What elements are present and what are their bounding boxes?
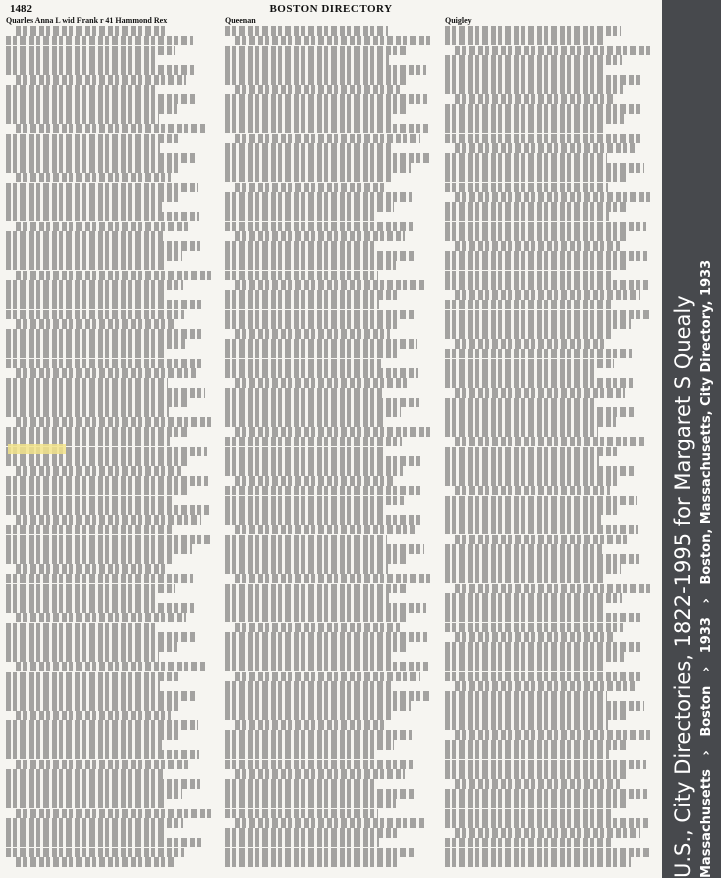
- directory-entry-line: [16, 271, 211, 281]
- directory-entry-line: [235, 378, 410, 388]
- directory-entry-line: [225, 65, 426, 75]
- directory-entry-line: [445, 85, 623, 95]
- directory-entry-line: [445, 623, 623, 633]
- directory-entry-line: [455, 779, 620, 789]
- directory-entry-line: [445, 789, 647, 799]
- directory-entry-line: [455, 486, 610, 496]
- directory-entry-line: [6, 799, 164, 809]
- directory-entry-line: [225, 300, 379, 310]
- column-heading: Quigley: [445, 16, 472, 25]
- directory-entry-line: [445, 720, 608, 730]
- directory-entry-line: [445, 427, 598, 437]
- directory-entry-line: [225, 554, 406, 564]
- directory-entry-line: [225, 486, 422, 496]
- directory-entry-line: [225, 437, 402, 447]
- breadcrumb-directory[interactable]: Boston, Massachusetts, City Directory, 1933: [699, 259, 714, 585]
- directory-entry-line: [225, 642, 409, 652]
- breadcrumb-state[interactable]: Massachusetts: [699, 769, 714, 878]
- directory-entry-line: [445, 652, 624, 662]
- directory-entry-line: [225, 46, 407, 56]
- directory-entry-line: [225, 94, 427, 104]
- directory-entry-line: [6, 143, 160, 153]
- directory-entry-line: [225, 192, 412, 202]
- directory-entry-line: [455, 143, 635, 153]
- directory-entry-line: [225, 544, 424, 554]
- directory-entry-line: [225, 388, 382, 398]
- directory-entry-line: [6, 535, 210, 545]
- directory-entry-line: [445, 554, 639, 564]
- directory-entry-line: [445, 65, 604, 75]
- directory-entry-line: [6, 134, 178, 144]
- directory-entry-line: [6, 183, 198, 193]
- directory-entry-line: [445, 799, 629, 809]
- directory-entry-line: [235, 231, 405, 241]
- directory-entry-line: [445, 368, 596, 378]
- directory-entry-line: [455, 388, 625, 398]
- directory-entry-line: [6, 486, 190, 496]
- directory-entry-line: [225, 241, 377, 251]
- directory-entry-line: [225, 496, 404, 506]
- directory-entry-line: [225, 593, 389, 603]
- directory-entry-line: [16, 515, 201, 525]
- directory-entry-line: [445, 701, 644, 711]
- directory-entry-line: [225, 662, 428, 672]
- directory-entry-line: [445, 153, 607, 163]
- directory-entry-line: [225, 701, 411, 711]
- directory-entry-line: [6, 261, 164, 271]
- directory-entry-line: [6, 672, 178, 682]
- directory-entry-line: [445, 329, 613, 339]
- directory-entry-line: [225, 163, 411, 173]
- directory-entry-line: [445, 574, 603, 584]
- directory-entry-line: [445, 476, 618, 486]
- directory-entry-line: [225, 202, 394, 212]
- directory-entry-line: [225, 310, 416, 320]
- directory-entry-line: [6, 290, 165, 300]
- column-heading: Quarles Anna L wid Frank r 41 Hammond Rex: [6, 16, 168, 25]
- directory-entry-line: [455, 46, 650, 56]
- directory-entry-line: [445, 349, 632, 359]
- directory-entry-line: [225, 535, 387, 545]
- directory-entry-line: [235, 36, 433, 46]
- directory-entry-line: [225, 740, 394, 750]
- directory-entry-line: [235, 329, 390, 339]
- directory-entry-line: [6, 632, 195, 642]
- directory-column-1: [6, 16, 214, 872]
- directory-entry-line: [6, 85, 158, 95]
- directory-entry-line: [225, 124, 428, 134]
- directory-entry-line: [235, 134, 420, 144]
- directory-entry-line: [225, 711, 393, 721]
- directory-entry-line: [455, 437, 645, 447]
- directory-entry-line: [6, 789, 182, 799]
- directory-entry-line: [16, 222, 191, 232]
- directory-entry-line: [455, 730, 653, 740]
- directory-entry-line: [16, 26, 166, 36]
- directory-entry-line: [16, 760, 191, 770]
- directory-entry-line: [445, 642, 642, 652]
- directory-entry-line: [445, 505, 619, 515]
- directory-entry-line: [225, 505, 386, 515]
- directory-entry-line: [225, 368, 418, 378]
- directory-entry-line: [225, 417, 383, 427]
- directory-entry-line: [225, 456, 421, 466]
- directory-entry-line: [6, 65, 194, 75]
- directory-entry-line: [235, 183, 385, 193]
- directory-entry-line: [445, 740, 627, 750]
- directory-entry-line: [6, 300, 202, 310]
- directory-entry-line: [225, 173, 393, 183]
- directory-entry-line: [455, 535, 630, 545]
- directory-entry-line: [455, 290, 640, 300]
- directory-entry-line: [445, 55, 622, 65]
- breadcrumb-separator: ›: [699, 750, 714, 756]
- directory-entry-line: [445, 613, 641, 623]
- breadcrumb-city[interactable]: Boston: [699, 685, 714, 737]
- directory-entry-line: [225, 857, 398, 867]
- directory-entry-line: [445, 564, 621, 574]
- directory-entry-line: [6, 388, 205, 398]
- directory-entry-line: [445, 271, 611, 281]
- directory-entry-line: [6, 456, 189, 466]
- directory-entry-line: [16, 75, 186, 85]
- directory-entry-line: [445, 222, 646, 232]
- directory-entry-line: [225, 779, 377, 789]
- column-entries: [225, 26, 433, 872]
- directory-entry-line: [6, 114, 159, 124]
- directory-entry-line: [6, 280, 183, 290]
- page-number: 1482: [10, 3, 32, 15]
- directory-entry-line: [225, 359, 381, 369]
- directory-entry-line: [445, 212, 609, 222]
- directory-entry-line: [225, 681, 392, 691]
- directory-entry-line: [225, 319, 398, 329]
- directory-entry-line: [6, 574, 193, 584]
- breadcrumb-separator: ›: [699, 666, 714, 673]
- directory-entry-line: [235, 280, 425, 290]
- directory-entry-line: [445, 163, 644, 173]
- directory-entry-line: [6, 378, 168, 388]
- directory-entry-line: [16, 368, 196, 378]
- directory-entry-line: [225, 838, 379, 848]
- directory-entry-line: [225, 290, 397, 300]
- directory-entry-line: [225, 848, 416, 858]
- directory-entry-line: [445, 848, 649, 858]
- directory-entry-line: [225, 750, 376, 760]
- directory-entry-line: [445, 75, 641, 85]
- directory-entry-line: [445, 359, 614, 369]
- directory-entry-line: [225, 603, 426, 613]
- directory-entry-line: [16, 662, 206, 672]
- directory-entry-line: [225, 447, 384, 457]
- directory-entry-line: [455, 339, 605, 349]
- directory-entry-line: [16, 711, 171, 721]
- directory-entry-line: [455, 94, 615, 104]
- directory-entry-line: [6, 104, 177, 114]
- directory-entry-line: [6, 769, 163, 779]
- directory-entry-line: [6, 525, 173, 535]
- directory-entry-line: [445, 466, 636, 476]
- directory-entry-line: [225, 398, 419, 408]
- directory-entry-line: [6, 329, 203, 339]
- directory-entry-line: [235, 525, 415, 535]
- directory-entry-line: [6, 623, 158, 633]
- breadcrumb-separator: ›: [699, 598, 714, 604]
- directory-entry-line: [6, 505, 209, 515]
- directory-entry-line: [6, 339, 185, 349]
- directory-entry-line: [445, 261, 629, 271]
- directory-entry-line: [6, 55, 157, 65]
- directory-entry-line: [235, 476, 395, 486]
- directory-entry-line: [455, 828, 640, 838]
- directory-entry-line: [6, 398, 187, 408]
- directory-entry-line: [445, 496, 637, 506]
- directory-entry-line: [6, 46, 175, 56]
- directory-entry-line: [6, 740, 162, 750]
- directory-entry-line: [6, 192, 180, 202]
- directory-entry-line: [225, 114, 391, 124]
- directory-entry-line: [445, 838, 612, 848]
- directory-entry-line: [445, 104, 642, 114]
- directory-entry-line: [455, 241, 620, 251]
- directory-entry-line: [6, 848, 184, 858]
- directory-entry-line: [445, 134, 643, 144]
- directory-entry-line: [6, 202, 162, 212]
- directory-entry-line: [445, 857, 631, 867]
- directory-entry-line: [225, 339, 417, 349]
- directory-entry-line: [6, 681, 160, 691]
- record-title: U.S., City Directories, 1822-1995 for Margaret S Quealy: [671, 295, 695, 878]
- directory-entry-line: [6, 407, 169, 417]
- directory-entry-line: [455, 632, 615, 642]
- directory-entry-line: [445, 769, 628, 779]
- directory-entry-line: [6, 310, 184, 320]
- directory-entry-line: [445, 447, 617, 457]
- directory-entry-line: [6, 231, 163, 241]
- directory-entry-line: [225, 55, 389, 65]
- directory-entry-line: [445, 818, 648, 828]
- directory-entry-line: [6, 779, 200, 789]
- directory-entry-line: [445, 280, 648, 290]
- column-heading: Queenan: [225, 16, 256, 25]
- directory-entry-line: [445, 603, 604, 613]
- directory-entry-line: [445, 300, 612, 310]
- directory-entry-line: [445, 202, 627, 212]
- directory-entry-line: [225, 251, 414, 261]
- directory-entry-line: [445, 662, 606, 672]
- directory-entry-line: [225, 407, 401, 417]
- directory-entry-line: [6, 730, 180, 740]
- directory-entry-line: [16, 319, 176, 329]
- directory-entry-line: [445, 124, 606, 134]
- directory-entry-line: [225, 730, 412, 740]
- directory-entry-line: [445, 515, 601, 525]
- directory-entry-line: [445, 378, 633, 388]
- directory-entry-line: [6, 701, 179, 711]
- directory-entry-line: [445, 114, 624, 124]
- directory-entry-line: [445, 691, 607, 701]
- directory-column-2: [225, 16, 433, 872]
- directory-entry-line: [225, 584, 407, 594]
- directory-entry-line: [235, 427, 430, 437]
- directory-entry-line: [445, 760, 646, 770]
- directory-entry-line: [235, 720, 385, 730]
- directory-entry-line: [225, 104, 409, 114]
- directory-entry-line: [235, 623, 400, 633]
- directory-entry-line: [445, 398, 597, 408]
- directory-entry-line: [6, 427, 188, 437]
- directory-entry-line: [6, 750, 199, 760]
- directory-entry-line: [445, 672, 643, 682]
- directory-entry-line: [445, 183, 608, 193]
- directory-entry-line: [6, 554, 174, 564]
- breadcrumb-year[interactable]: 1933: [699, 617, 714, 654]
- directory-entry-line: [6, 476, 208, 486]
- directory-entry-line: [235, 574, 433, 584]
- directory-entry-line: [6, 359, 204, 369]
- directory-entry-line: [235, 818, 425, 828]
- directory-entry-line: [445, 407, 634, 417]
- directory-entry-line: [6, 838, 202, 848]
- directory-entry-line: [225, 652, 391, 662]
- directory-entry-line: [225, 261, 396, 271]
- directory-entry-line: [445, 544, 602, 554]
- directory-entry-line: [445, 173, 626, 183]
- directory-entry-line: [16, 564, 166, 574]
- directory-entry-line: [6, 212, 199, 222]
- directory-entry-line: [6, 603, 194, 613]
- directory-entry-line: [225, 691, 429, 701]
- directory-entry-line: [6, 828, 165, 838]
- directory-entry-line: [445, 319, 631, 329]
- directory-entry-line: [6, 36, 193, 46]
- directory-entry-line: [445, 809, 611, 819]
- directory-entry-line: [225, 760, 413, 770]
- directory-entry-line: [6, 642, 177, 652]
- directory-entry-line: [16, 613, 186, 623]
- directory-entry-line: [6, 691, 197, 701]
- directory-entry-line: [225, 212, 376, 222]
- directory-entry-line: [445, 417, 616, 427]
- directory-entry-line: [235, 672, 420, 682]
- directory-entry-line: [6, 163, 179, 173]
- directory-entry-line: [225, 143, 392, 153]
- directory-entry-line: [225, 799, 396, 809]
- directory-entry-line: [235, 769, 405, 779]
- directory-entry-line: [445, 593, 622, 603]
- directory-entry-line: [445, 525, 638, 535]
- directory-entry-line: [225, 153, 429, 163]
- directory-entry-line: [445, 36, 603, 46]
- directory-entry-line: [225, 809, 378, 819]
- directory-entry-line: [445, 26, 621, 36]
- directory-entry-line: [6, 153, 197, 163]
- directory-entry-line: [225, 222, 413, 232]
- directory-entry-line: [455, 584, 650, 594]
- directory-entry-line: [445, 231, 628, 241]
- directory-entry-line: [16, 809, 211, 819]
- directory-entry-line: [225, 349, 399, 359]
- directory-entry-line: [455, 681, 635, 691]
- directory-entry-line: [6, 818, 183, 828]
- directory-entry-line: [225, 515, 423, 525]
- directory-entry-line: [445, 750, 609, 760]
- directory-entry-line: [6, 241, 200, 251]
- directory-entry-line: [16, 857, 176, 867]
- directory-entry-line: [445, 456, 599, 466]
- directory-entry-line: [16, 124, 206, 134]
- directory-entry-line: [225, 613, 408, 623]
- directory-entry-line: [16, 417, 214, 427]
- directory-entry-line: [225, 564, 388, 574]
- directory-entry-line: [225, 789, 414, 799]
- column-entries: [445, 26, 653, 872]
- directory-entry-line: [6, 593, 157, 603]
- directory-entry-line: [225, 75, 408, 85]
- page-title: BOSTON DIRECTORY: [269, 3, 393, 15]
- directory-entry-line: [445, 251, 647, 261]
- directory-entry-line: [445, 310, 649, 320]
- highlighted-entry: [8, 444, 66, 454]
- directory-entry-line: [225, 632, 427, 642]
- directory-entry-line: [225, 466, 403, 476]
- directory-entry-line: [225, 828, 397, 838]
- directory-entry-line: [6, 496, 172, 506]
- directory-column-3: [445, 16, 653, 872]
- directory-entry-line: [6, 652, 159, 662]
- directory-entry-line: [6, 94, 195, 104]
- breadcrumb: [696, 0, 718, 878]
- directory-entry-line: [225, 26, 388, 36]
- directory-entry-line: [6, 251, 182, 261]
- directory-entry-line: [6, 544, 192, 554]
- directory-entry-line: [6, 349, 167, 359]
- directory-entry-line: [6, 584, 175, 594]
- directory-entry-line: [455, 192, 653, 202]
- directory-entry-line: [445, 711, 626, 721]
- directory-entry-line: [16, 466, 181, 476]
- directory-entry-line: [225, 271, 378, 281]
- directory-entry-line: [6, 720, 198, 730]
- directory-entry-line: [235, 85, 400, 95]
- directory-entry-line: [16, 173, 171, 183]
